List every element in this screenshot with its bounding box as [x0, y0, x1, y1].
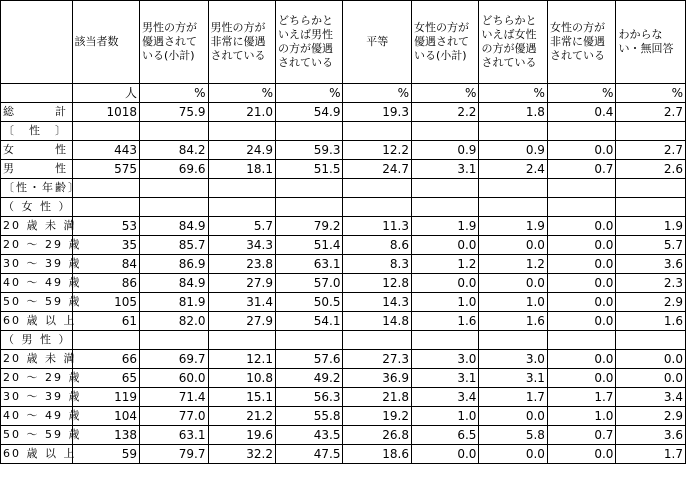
data-cell: [208, 198, 275, 217]
data-cell: 1.8: [479, 103, 548, 122]
data-cell: 2.7: [616, 103, 686, 122]
data-cell: [616, 331, 686, 350]
table-row: [1, 369, 686, 388]
data-cell: 1.2: [479, 255, 548, 274]
row-label: 40 ～ 49 歳: [1, 274, 73, 293]
data-cell: 66: [72, 350, 139, 369]
table-row: [1, 160, 686, 179]
data-cell: [72, 122, 139, 141]
data-cell: 86: [72, 274, 139, 293]
data-cell: 3.6: [616, 426, 686, 445]
row-label: 20 歳 未 満: [1, 350, 73, 369]
data-cell: 0.0: [547, 141, 616, 160]
data-cell: 57.6: [275, 350, 342, 369]
unit-cell: %: [411, 84, 478, 103]
data-cell: 63.1: [275, 255, 342, 274]
data-cell: [479, 331, 548, 350]
row-label: 30 ～ 39 歳: [1, 255, 73, 274]
data-cell: 15.1: [208, 388, 275, 407]
data-cell: 1.0: [547, 407, 616, 426]
data-cell: [208, 122, 275, 141]
row-label: （ 女 性 ）: [1, 198, 73, 217]
data-cell: 57.0: [275, 274, 342, 293]
data-cell: 1.6: [616, 312, 686, 331]
data-cell: 1.0: [411, 407, 478, 426]
header-equal: 平等: [343, 1, 412, 84]
data-cell: 19.6: [208, 426, 275, 445]
data-cell: 104: [72, 407, 139, 426]
unit-cell: %: [140, 84, 209, 103]
row-label: 50 ～ 59 歳: [1, 293, 73, 312]
data-cell: 0.7: [547, 160, 616, 179]
data-cell: 82.0: [140, 312, 209, 331]
data-cell: 85.7: [140, 236, 209, 255]
data-cell: [343, 198, 412, 217]
data-cell: 18.6: [343, 445, 412, 464]
data-cell: 3.1: [479, 369, 548, 388]
data-cell: 1.7: [616, 445, 686, 464]
data-cell: 443: [72, 141, 139, 160]
data-cell: 55.8: [275, 407, 342, 426]
data-cell: [616, 179, 686, 198]
data-cell: [208, 331, 275, 350]
data-cell: 0.0: [411, 236, 478, 255]
row-label: 30 ～ 39 歳: [1, 388, 73, 407]
data-cell: 86.9: [140, 255, 209, 274]
table-row: [1, 407, 686, 426]
row-label: 男 性: [1, 160, 73, 179]
data-cell: 0.0: [547, 255, 616, 274]
data-cell: [479, 179, 548, 198]
data-cell: 0.0: [616, 369, 686, 388]
data-cell: 14.8: [343, 312, 412, 331]
unit-cell: [1, 84, 73, 103]
data-cell: 0.9: [411, 141, 478, 160]
data-cell: 27.3: [343, 350, 412, 369]
table-row: [1, 198, 686, 217]
data-cell: 1.7: [479, 388, 548, 407]
header-corner: [1, 1, 73, 84]
header-men-somewhat-favored: どちらかといえば男性の方が優遇されている: [275, 1, 342, 84]
data-cell: 0.0: [479, 274, 548, 293]
data-cell: 24.9: [208, 141, 275, 160]
data-cell: 0.0: [547, 217, 616, 236]
data-cell: 81.9: [140, 293, 209, 312]
data-cell: [140, 331, 209, 350]
data-cell: 0.0: [616, 350, 686, 369]
data-cell: 0.0: [479, 236, 548, 255]
row-label: 20 ～ 29 歳: [1, 236, 73, 255]
data-cell: [616, 122, 686, 141]
data-cell: 0.0: [547, 369, 616, 388]
data-cell: [275, 179, 342, 198]
data-cell: 0.0: [547, 274, 616, 293]
data-cell: 84.9: [140, 217, 209, 236]
data-cell: 18.1: [208, 160, 275, 179]
data-cell: [140, 198, 209, 217]
unit-row: [1, 84, 686, 103]
data-cell: 12.1: [208, 350, 275, 369]
table-row: [1, 236, 686, 255]
data-cell: [140, 179, 209, 198]
row-label: 女 性: [1, 141, 73, 160]
data-cell: [208, 179, 275, 198]
data-cell: 84.2: [140, 141, 209, 160]
data-cell: [72, 331, 139, 350]
data-cell: [411, 198, 478, 217]
data-cell: 1.0: [479, 293, 548, 312]
data-cell: [343, 331, 412, 350]
data-cell: 21.8: [343, 388, 412, 407]
data-cell: 69.6: [140, 160, 209, 179]
header-women-somewhat-favored: どちらかといえば女性の方が優遇されている: [479, 1, 548, 84]
row-label: 20 歳 未 満: [1, 217, 73, 236]
unit-cell: %: [479, 84, 548, 103]
data-cell: 1.9: [479, 217, 548, 236]
data-cell: 21.0: [208, 103, 275, 122]
header-respondents: 該当者数: [72, 1, 139, 84]
data-cell: 1018: [72, 103, 139, 122]
data-cell: 79.7: [140, 445, 209, 464]
data-cell: [479, 198, 548, 217]
data-cell: 50.5: [275, 293, 342, 312]
row-label: 50 ～ 59 歳: [1, 426, 73, 445]
data-cell: 27.9: [208, 274, 275, 293]
data-cell: [72, 179, 139, 198]
table-row: [1, 103, 686, 122]
data-cell: 79.2: [275, 217, 342, 236]
data-cell: 575: [72, 160, 139, 179]
data-cell: 0.0: [547, 350, 616, 369]
data-cell: 3.6: [616, 255, 686, 274]
header-men-strongly-favored: 男性の方が非常に優遇されている: [208, 1, 275, 84]
row-label: 60 歳 以 上: [1, 312, 73, 331]
data-cell: [479, 122, 548, 141]
data-cell: 2.9: [616, 407, 686, 426]
data-cell: 43.5: [275, 426, 342, 445]
data-cell: [547, 198, 616, 217]
data-cell: 24.7: [343, 160, 412, 179]
data-cell: 0.0: [547, 236, 616, 255]
data-cell: 1.6: [479, 312, 548, 331]
data-cell: 19.2: [343, 407, 412, 426]
data-cell: [275, 198, 342, 217]
row-label: （ 男 性 ）: [1, 331, 73, 350]
data-cell: 10.8: [208, 369, 275, 388]
data-cell: 36.9: [343, 369, 412, 388]
data-cell: 84: [72, 255, 139, 274]
data-cell: 59.3: [275, 141, 342, 160]
data-cell: 59: [72, 445, 139, 464]
data-cell: 47.5: [275, 445, 342, 464]
data-cell: 5.8: [479, 426, 548, 445]
unit-cell: 人: [72, 84, 139, 103]
data-cell: 0.0: [479, 407, 548, 426]
data-cell: 14.3: [343, 293, 412, 312]
data-cell: [547, 331, 616, 350]
data-cell: 2.2: [411, 103, 478, 122]
data-cell: 32.2: [208, 445, 275, 464]
data-cell: 0.0: [547, 293, 616, 312]
header-men-favored-subtotal: 男性の方が優遇されている(小計): [140, 1, 209, 84]
data-cell: 69.7: [140, 350, 209, 369]
data-cell: 35: [72, 236, 139, 255]
data-cell: 77.0: [140, 407, 209, 426]
data-cell: 0.0: [411, 274, 478, 293]
data-cell: 1.0: [411, 293, 478, 312]
data-cell: 138: [72, 426, 139, 445]
data-cell: [547, 122, 616, 141]
data-cell: 2.6: [616, 160, 686, 179]
data-cell: 31.4: [208, 293, 275, 312]
data-cell: [616, 198, 686, 217]
table-row: [1, 312, 686, 331]
data-cell: 0.0: [479, 445, 548, 464]
data-cell: 8.6: [343, 236, 412, 255]
table-row: [1, 388, 686, 407]
data-cell: 12.8: [343, 274, 412, 293]
data-cell: 5.7: [208, 217, 275, 236]
data-cell: 6.5: [411, 426, 478, 445]
data-cell: 119: [72, 388, 139, 407]
data-cell: 54.9: [275, 103, 342, 122]
data-cell: 2.9: [616, 293, 686, 312]
data-cell: 23.8: [208, 255, 275, 274]
unit-cell: %: [616, 84, 686, 103]
data-cell: 0.7: [547, 426, 616, 445]
table-row: [1, 122, 686, 141]
header-row: [1, 1, 686, 84]
data-cell: 0.4: [547, 103, 616, 122]
data-cell: 0.9: [479, 141, 548, 160]
data-cell: 1.9: [411, 217, 478, 236]
data-cell: 84.9: [140, 274, 209, 293]
row-label: 20 ～ 29 歳: [1, 369, 73, 388]
data-cell: [275, 331, 342, 350]
data-cell: 105: [72, 293, 139, 312]
unit-cell: %: [343, 84, 412, 103]
data-cell: 3.0: [479, 350, 548, 369]
data-cell: 51.5: [275, 160, 342, 179]
data-cell: 5.7: [616, 236, 686, 255]
data-cell: 53: [72, 217, 139, 236]
data-cell: 2.4: [479, 160, 548, 179]
data-cell: 26.8: [343, 426, 412, 445]
data-cell: 0.0: [547, 445, 616, 464]
data-cell: 19.3: [343, 103, 412, 122]
data-cell: 2.3: [616, 274, 686, 293]
data-cell: 49.2: [275, 369, 342, 388]
data-cell: 61: [72, 312, 139, 331]
row-label: 〔 性 〕: [1, 122, 73, 141]
unit-cell: %: [275, 84, 342, 103]
data-cell: 1.7: [547, 388, 616, 407]
header-dont-know: わからない・無回答: [616, 1, 686, 84]
data-cell: [411, 179, 478, 198]
data-cell: 3.0: [411, 350, 478, 369]
data-cell: 51.4: [275, 236, 342, 255]
data-cell: 75.9: [140, 103, 209, 122]
data-cell: [140, 122, 209, 141]
data-cell: [411, 331, 478, 350]
data-cell: [411, 122, 478, 141]
data-cell: 21.2: [208, 407, 275, 426]
data-cell: [547, 179, 616, 198]
data-cell: 3.1: [411, 160, 478, 179]
data-cell: 0.0: [411, 445, 478, 464]
data-cell: 12.2: [343, 141, 412, 160]
row-label: 60 歳 以 上: [1, 445, 73, 464]
row-label: 40 ～ 49 歳: [1, 407, 73, 426]
row-label: 総 計: [1, 103, 73, 122]
data-cell: [72, 198, 139, 217]
table-row: [1, 217, 686, 236]
data-cell: 71.4: [140, 388, 209, 407]
data-cell: 3.1: [411, 369, 478, 388]
unit-cell: %: [208, 84, 275, 103]
data-cell: 65: [72, 369, 139, 388]
data-cell: 1.2: [411, 255, 478, 274]
table-row: [1, 426, 686, 445]
data-cell: 3.4: [616, 388, 686, 407]
table-row: [1, 274, 686, 293]
data-cell: [343, 122, 412, 141]
table-row: [1, 255, 686, 274]
data-cell: 27.9: [208, 312, 275, 331]
data-cell: [275, 122, 342, 141]
unit-cell: %: [547, 84, 616, 103]
table-row: [1, 179, 686, 198]
data-cell: 2.7: [616, 141, 686, 160]
table-row: [1, 141, 686, 160]
data-cell: 8.3: [343, 255, 412, 274]
data-cell: 1.6: [411, 312, 478, 331]
table-row: [1, 293, 686, 312]
data-cell: 11.3: [343, 217, 412, 236]
data-cell: 54.1: [275, 312, 342, 331]
header-women-favored-subtotal: 女性の方が優遇されている(小計): [411, 1, 478, 84]
data-cell: [343, 179, 412, 198]
table-row: [1, 350, 686, 369]
data-cell: 1.9: [616, 217, 686, 236]
header-women-strongly-favored: 女性の方が非常に優遇されている: [547, 1, 616, 84]
data-cell: 60.0: [140, 369, 209, 388]
table-row: [1, 445, 686, 464]
data-cell: 3.4: [411, 388, 478, 407]
data-cell: 63.1: [140, 426, 209, 445]
data-cell: 34.3: [208, 236, 275, 255]
row-label: 〔性・年齢〕: [1, 179, 73, 198]
data-cell: 0.0: [547, 312, 616, 331]
table-row: [1, 331, 686, 350]
data-cell: 56.3: [275, 388, 342, 407]
